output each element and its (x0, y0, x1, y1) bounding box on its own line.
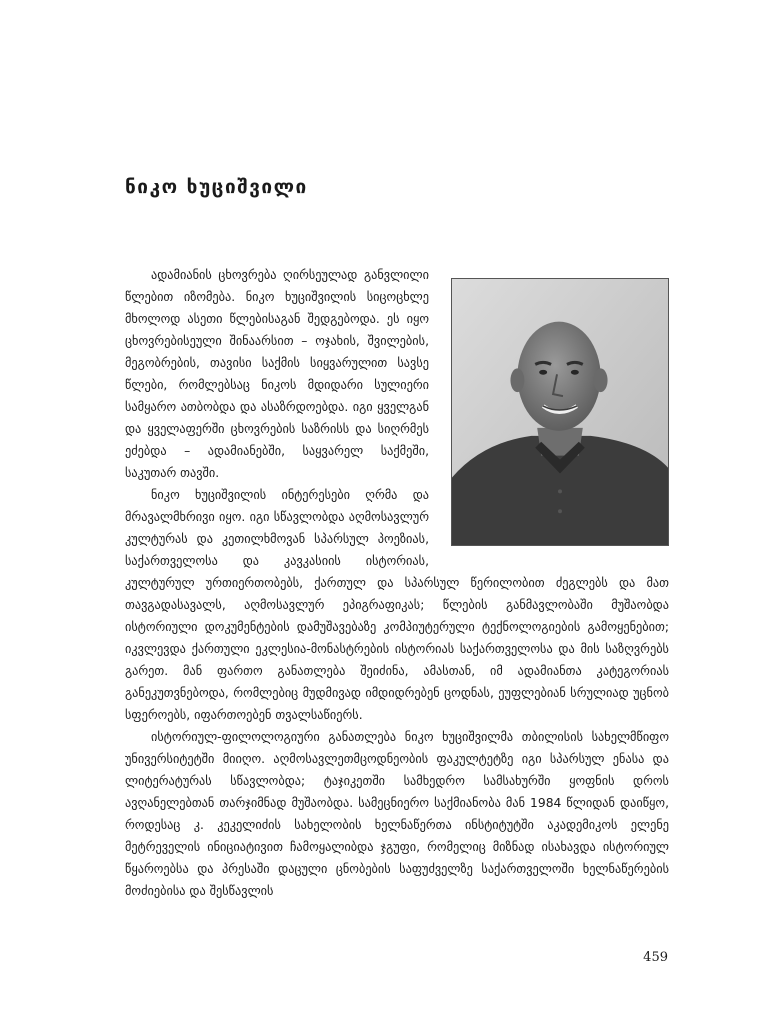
page-number: 459 (643, 950, 668, 965)
page-title: ნიკო ხუციშვილი (125, 176, 308, 198)
article-body (125, 264, 669, 902)
paragraph-1: ადამიანის ცხოვრება ღირსეულად განვლილი წლებით იზომება. ნიკო ხუციშვილის სიცოცხლე მხოლოდ ასეთი წლებისაგან შედგებოდა. ეს იყო ცხოვრებისეული შინაარსით – ოჯახის, შვილების, მეგობრების, თავისი საქმის სიყვარულით სავსე წლები, რომლებსაც ნიკოს მდიდარი სულიერი სამყარო ათბობდა და ასაზრდოებდა. იგი ყველგან და ყველაფერში ცხოვრების საზრისს და სიღრმეს ეძებდა – ადამიანებში, საყვარელ საქმეში, საკუთარ თავში. (125, 268, 429, 480)
paragraph-3: ისტორიულ-ფილოლოგიური განათლება ნიკო ხუციშვილმა თბილისის სახელმწიფო უნივერსიტეტში მიიღო. აღმოსავლეთმცოდნეობის ფაკულტეტზე იგი სპარსულ ენასა და ლიტერატურას სწავლობდა; ტაჯიკეთში სამხედრო სამსახურში ყოფნის დროს ავღანელებთან თარჯიმნად მუშაობდა. სამეცნიერო საქმიანობა მან 1984 წლიდან დაიწყო, როდესაც კ. კეკელიძის სახელობის ხელნაწერთა ინსტიტუტში აკადემიკოს ელენე მეტრეველის ინიციატივით ჩამოყალიბდა ჯგუფი, რომელიც მიზნად ისახავდა ისტორიულ წყაროებსა და პრესაში დაცული ცნობების საფუძველზე საქართველოში ხელნაწერების მოძიებისა და შესწავლის (125, 730, 669, 898)
paragraph-2: ნიკო ხუციშვილის ინტერესები ღრმა და მრავალმხრივი იყო. იგი სწავლობდა აღმოსავლურ კულტურას და კეთილხმოვან სპარსულ პოეზიას, საქართველოსა და კავკასიის ისტორიას, კულტურულ ურთიერთობებს, ქართულ და სპარსულ წერილობით ძეგლებს და მათ თავგადასავალს, აღმოსავლურ ეპიგრაფიკას; წლების განმავლობაში მუშაობდა ისტორიული დოკუმენტების დამუშავებაზე კომპიუტერული ტექნოლოგიების გამოყენებით; იკვლევდა ქართული ეკლესია-მონასტრების ისტორიას საქართველოსა და მის საზღვრებს გარეთ. მან ფართო განათლება შეიძინა, ამასთან, იმ ადამიანთა კატეგორიას განეკუთვნებოდა, რომლებიც მუდმივად იმდიდრებენ ცოდნას, ეუფლებიან სრულიად უცნობ სფეროებს, იფართოებენ თვალსაწიერს. (125, 488, 669, 722)
